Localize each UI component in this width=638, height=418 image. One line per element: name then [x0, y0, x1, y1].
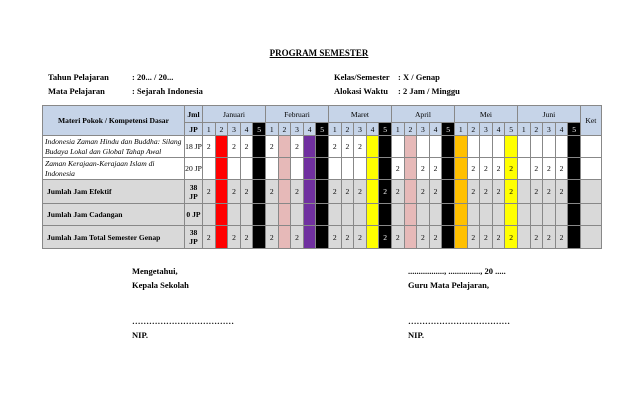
week-cell	[278, 226, 291, 249]
header-week: 2	[530, 123, 543, 136]
sig-nip: NIP.	[132, 330, 148, 340]
week-cell	[366, 226, 379, 249]
week-cell: 2	[240, 136, 253, 158]
week-cell: 2	[429, 158, 442, 180]
week-cell	[404, 226, 417, 249]
row-materi: Jumlah Jam Efektif	[43, 180, 185, 204]
week-cell	[228, 158, 241, 180]
week-cell	[429, 136, 442, 158]
week-cell	[467, 136, 480, 158]
week-cell: 2	[530, 158, 543, 180]
week-cell	[329, 158, 342, 180]
week-cell	[454, 180, 467, 204]
page-title: PROGRAM SEMESTER	[269, 48, 369, 58]
week-cell	[253, 158, 266, 180]
week-cell	[391, 136, 404, 158]
week-cell: 2	[505, 226, 518, 249]
week-cell	[555, 136, 568, 158]
header-week: 5	[316, 123, 329, 136]
row-jp: 18 JP	[185, 136, 203, 158]
header-week: 1	[517, 123, 530, 136]
header-month: Februari	[266, 106, 329, 123]
week-cell: 2	[240, 180, 253, 204]
week-cell	[530, 204, 543, 226]
week-cell	[316, 136, 329, 158]
week-cell	[253, 204, 266, 226]
header-month: Maret	[329, 106, 392, 123]
week-cell: 2	[266, 226, 279, 249]
header-week: 3	[543, 123, 556, 136]
week-cell	[203, 204, 216, 226]
week-cell	[240, 204, 253, 226]
week-cell	[505, 136, 518, 158]
week-cell	[366, 158, 379, 180]
week-cell: 2	[341, 226, 354, 249]
header-week: 4	[240, 123, 253, 136]
week-cell	[404, 136, 417, 158]
sig-role: Guru Mata Pelajaran,	[408, 280, 489, 290]
week-cell	[278, 180, 291, 204]
week-cell	[215, 180, 228, 204]
header-week: 5	[442, 123, 455, 136]
week-cell: 2	[429, 180, 442, 204]
row-ket	[580, 204, 601, 226]
header-week: 3	[417, 123, 430, 136]
header-week: 2	[341, 123, 354, 136]
row-ket	[580, 158, 601, 180]
week-cell	[366, 180, 379, 204]
header-jml: Jml	[185, 106, 203, 123]
week-cell	[517, 180, 530, 204]
week-cell: 2	[266, 136, 279, 158]
row-ket	[580, 180, 601, 204]
week-cell: 2	[480, 226, 493, 249]
week-cell	[568, 226, 581, 249]
week-cell: 2	[203, 180, 216, 204]
week-cell: 2	[240, 226, 253, 249]
week-cell	[341, 204, 354, 226]
sig-greeting: Mengetahui,	[132, 266, 178, 276]
header-week: 3	[291, 123, 304, 136]
table-row	[43, 204, 602, 226]
week-cell	[480, 204, 493, 226]
info-value: : 2 Jam / Minggu	[398, 86, 460, 96]
week-cell	[492, 136, 505, 158]
week-cell	[454, 158, 467, 180]
week-cell	[278, 136, 291, 158]
week-cell: 2	[291, 136, 304, 158]
row-jp: 0 JP	[185, 204, 203, 226]
week-cell	[266, 204, 279, 226]
header-week: 4	[492, 123, 505, 136]
week-cell	[366, 204, 379, 226]
week-cell	[316, 204, 329, 226]
week-cell: 2	[341, 136, 354, 158]
header-week: 1	[203, 123, 216, 136]
week-cell: 2	[354, 136, 367, 158]
header-materi: Materi Pokok / Kompetensi Dasar	[43, 106, 185, 136]
week-cell: 2	[505, 180, 518, 204]
header-week: 4	[429, 123, 442, 136]
week-cell: 2	[543, 158, 556, 180]
row-materi: Jumlah Jam Cadangan	[43, 204, 185, 226]
week-cell	[253, 180, 266, 204]
info-value: : X / Genap	[398, 72, 440, 82]
week-cell: 2	[530, 226, 543, 249]
sig-place-date: ................., ..............., 20 .....	[408, 266, 506, 276]
row-materi: Indonesia Zaman Hindu dan Buddha: Silang Budaya Lokal dan Global Tahap Awal	[43, 136, 185, 158]
week-cell	[442, 180, 455, 204]
row-jp: 38 JP	[185, 226, 203, 249]
header-week: 4	[366, 123, 379, 136]
week-cell: 2	[329, 226, 342, 249]
week-cell	[568, 180, 581, 204]
week-cell: 2	[467, 180, 480, 204]
sig-dots: ………………………………	[408, 316, 510, 326]
header-month: Januari	[203, 106, 266, 123]
week-cell	[354, 158, 367, 180]
table-row	[43, 136, 602, 158]
week-cell	[303, 158, 316, 180]
week-cell	[442, 136, 455, 158]
info-left	[48, 70, 203, 98]
week-cell	[266, 158, 279, 180]
week-cell	[253, 136, 266, 158]
week-cell: 2	[379, 180, 392, 204]
week-cell: 2	[329, 180, 342, 204]
week-cell	[303, 226, 316, 249]
header-week: 3	[480, 123, 493, 136]
week-cell	[329, 204, 342, 226]
row-materi: Jumlah Jam Total Semester Genap	[43, 226, 185, 249]
week-cell: 2	[391, 226, 404, 249]
info-right	[334, 70, 460, 98]
week-cell	[316, 158, 329, 180]
week-cell: 2	[266, 180, 279, 204]
week-cell	[291, 204, 304, 226]
header-week: 1	[454, 123, 467, 136]
header-week: 4	[555, 123, 568, 136]
week-cell: 2	[555, 158, 568, 180]
week-cell	[543, 204, 556, 226]
header-week: 4	[303, 123, 316, 136]
sig-nip: NIP.	[408, 330, 424, 340]
semester-table	[42, 105, 602, 249]
header-week: 5	[505, 123, 518, 136]
week-cell: 2	[467, 158, 480, 180]
week-cell: 2	[291, 180, 304, 204]
week-cell	[278, 204, 291, 226]
week-cell	[215, 158, 228, 180]
info-label: Alokasi Waktu	[334, 86, 388, 96]
week-cell	[530, 136, 543, 158]
week-cell: 2	[354, 180, 367, 204]
week-cell: 2	[391, 180, 404, 204]
week-cell	[404, 204, 417, 226]
week-cell: 2	[228, 180, 241, 204]
week-cell: 2	[429, 226, 442, 249]
week-cell	[505, 204, 518, 226]
week-cell	[442, 226, 455, 249]
week-cell: 2	[492, 226, 505, 249]
week-cell	[555, 204, 568, 226]
week-cell	[454, 226, 467, 249]
week-cell: 2	[203, 136, 216, 158]
week-cell: 2	[228, 226, 241, 249]
week-cell: 2	[417, 226, 430, 249]
row-ket	[580, 136, 601, 158]
week-cell	[442, 204, 455, 226]
table-row	[43, 226, 602, 249]
week-cell: 2	[203, 226, 216, 249]
week-cell	[492, 204, 505, 226]
week-cell: 2	[354, 226, 367, 249]
header-week: 5	[253, 123, 266, 136]
week-cell	[341, 158, 354, 180]
week-cell	[454, 204, 467, 226]
signature-right	[408, 264, 510, 342]
week-cell	[278, 158, 291, 180]
week-cell	[303, 204, 316, 226]
week-cell: 2	[329, 136, 342, 158]
week-cell	[568, 158, 581, 180]
signature-left	[132, 264, 234, 342]
row-materi: Zaman Kerajaan-Kerajaan Islam di Indonesia	[43, 158, 185, 180]
header-week: 5	[568, 123, 581, 136]
week-cell: 2	[480, 158, 493, 180]
week-cell	[228, 204, 241, 226]
table-row	[43, 180, 602, 204]
sig-role: Kepala Sekolah	[132, 280, 189, 290]
week-cell	[417, 136, 430, 158]
week-cell: 2	[505, 158, 518, 180]
info-label: Kelas/Semester	[334, 72, 390, 82]
row-jp: 38 JP	[185, 180, 203, 204]
week-cell: 2	[543, 180, 556, 204]
week-cell	[240, 158, 253, 180]
header-month: Juni	[517, 106, 580, 123]
sig-dots: ………………………………	[132, 316, 234, 326]
week-cell	[354, 204, 367, 226]
header-week: 5	[379, 123, 392, 136]
week-cell	[442, 158, 455, 180]
week-cell	[303, 180, 316, 204]
info-label: Tahun Pelajaran	[48, 72, 109, 82]
week-cell	[517, 226, 530, 249]
week-cell	[517, 136, 530, 158]
week-cell: 2	[391, 158, 404, 180]
week-cell: 2	[379, 226, 392, 249]
week-cell	[379, 136, 392, 158]
week-cell	[517, 204, 530, 226]
week-cell	[316, 226, 329, 249]
info-label: Mata Pelajaran	[48, 86, 105, 96]
week-cell: 2	[341, 180, 354, 204]
week-cell	[379, 158, 392, 180]
week-cell: 2	[555, 226, 568, 249]
week-cell	[215, 226, 228, 249]
week-cell: 2	[543, 226, 556, 249]
week-cell	[316, 180, 329, 204]
header-ket: Ket	[580, 106, 601, 136]
week-cell	[404, 180, 417, 204]
week-cell	[404, 158, 417, 180]
header-week: 3	[228, 123, 241, 136]
week-cell	[429, 204, 442, 226]
header-month: Mei	[454, 106, 517, 123]
week-cell	[253, 226, 266, 249]
week-cell: 2	[530, 180, 543, 204]
week-cell	[215, 204, 228, 226]
row-ket	[580, 226, 601, 249]
week-cell	[303, 136, 316, 158]
header-week: 3	[354, 123, 367, 136]
info-value: : 20... / 20...	[132, 72, 174, 82]
row-jp: 20 JP	[185, 158, 203, 180]
header-week: 2	[467, 123, 480, 136]
week-cell	[291, 158, 304, 180]
week-cell	[517, 158, 530, 180]
header-week: 2	[215, 123, 228, 136]
week-cell	[568, 136, 581, 158]
week-cell: 2	[417, 158, 430, 180]
header-jp: JP	[185, 123, 203, 136]
table-row	[43, 158, 602, 180]
week-cell: 2	[417, 180, 430, 204]
header-week: 2	[404, 123, 417, 136]
header-week: 1	[391, 123, 404, 136]
week-cell	[467, 204, 480, 226]
week-cell: 2	[291, 226, 304, 249]
week-cell	[417, 204, 430, 226]
week-cell	[568, 204, 581, 226]
week-cell	[203, 158, 216, 180]
week-cell: 2	[480, 180, 493, 204]
week-cell: 2	[492, 180, 505, 204]
header-month: April	[391, 106, 454, 123]
week-cell	[480, 136, 493, 158]
week-cell: 2	[555, 180, 568, 204]
info-value: : Sejarah Indonesia	[132, 86, 203, 96]
week-cell	[379, 204, 392, 226]
week-cell	[543, 136, 556, 158]
week-cell	[454, 136, 467, 158]
week-cell: 2	[492, 158, 505, 180]
week-cell	[391, 204, 404, 226]
week-cell: 2	[228, 136, 241, 158]
week-cell	[215, 136, 228, 158]
week-cell	[366, 136, 379, 158]
week-cell: 2	[467, 226, 480, 249]
header-week: 2	[278, 123, 291, 136]
header-week: 1	[329, 123, 342, 136]
header-week: 1	[266, 123, 279, 136]
